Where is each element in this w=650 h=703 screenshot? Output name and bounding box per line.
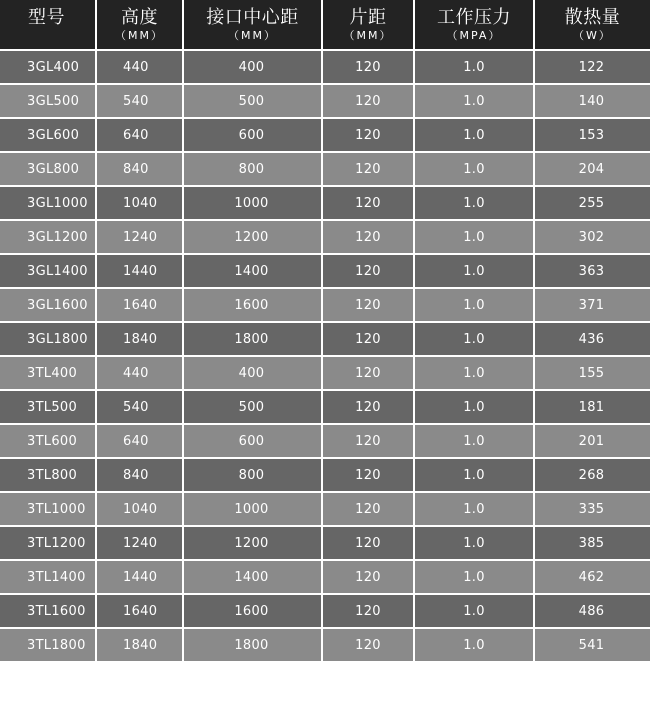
cell-model: 3TL600 [0, 425, 97, 457]
cell-heat: 335 [578, 501, 605, 517]
cell-heat: 201 [578, 433, 605, 449]
header-heat [535, 0, 650, 49]
cell-pitch: 120 [323, 187, 415, 219]
cell-pressure: 1.0 [415, 51, 535, 83]
cell-model: 3TL1400 [0, 561, 97, 593]
cell-center-distance: 800 [184, 459, 323, 491]
header-model [0, 0, 97, 49]
cell-center-distance: 400 [184, 357, 323, 389]
cell-model: 3GL800 [0, 153, 97, 185]
header-center-distance-unit: （MM） [228, 28, 277, 42]
cell-pitch: 120 [323, 595, 415, 627]
cell-center-distance: 1200 [184, 527, 323, 559]
cell-center-distance: 500 [184, 391, 323, 423]
cell-pitch: 120 [323, 221, 415, 253]
cell-pressure: 1.0 [415, 595, 535, 627]
cell-model: 3GL1000 [0, 187, 97, 219]
table-row [0, 527, 650, 561]
cell-pitch: 120 [323, 289, 415, 321]
cell-height: 1440 [97, 561, 184, 593]
table-body [0, 51, 650, 663]
cell-pressure: 1.0 [415, 255, 535, 287]
cell-heat: 371 [578, 297, 605, 313]
cell-heat: 122 [578, 59, 605, 75]
table-row [0, 425, 650, 459]
cell-height: 1240 [97, 221, 184, 253]
cell-height: 1640 [97, 595, 184, 627]
header-model-title: 型号 [28, 7, 65, 28]
header-height-title: 高度 [121, 6, 158, 28]
cell-height: 1040 [97, 187, 184, 219]
cell-height: 1440 [97, 255, 184, 287]
table-row [0, 459, 650, 493]
cell-center-distance: 1600 [184, 595, 323, 627]
table-row [0, 629, 650, 663]
cell-model: 3GL500 [0, 85, 97, 117]
cell-model: 3GL1200 [0, 221, 97, 253]
cell-model: 3GL600 [0, 119, 97, 151]
cell-heat: 486 [578, 603, 605, 619]
cell-center-distance: 1000 [184, 187, 323, 219]
header-pitch [323, 0, 415, 49]
cell-heat: 385 [578, 535, 605, 551]
cell-pitch: 120 [323, 85, 415, 117]
cell-heat: 153 [578, 127, 605, 143]
table-row [0, 357, 650, 391]
cell-pitch: 120 [323, 51, 415, 83]
cell-pressure: 1.0 [415, 527, 535, 559]
table-row [0, 391, 650, 425]
cell-pitch: 120 [323, 527, 415, 559]
cell-height: 1040 [97, 493, 184, 525]
cell-pitch: 120 [323, 255, 415, 287]
cell-heat: 204 [578, 161, 605, 177]
table-row [0, 153, 650, 187]
table-row [0, 561, 650, 595]
cell-pressure: 1.0 [415, 561, 535, 593]
header-height [97, 0, 184, 49]
cell-height: 840 [97, 153, 184, 185]
cell-pitch: 120 [323, 391, 415, 423]
cell-pressure: 1.0 [415, 459, 535, 491]
cell-center-distance: 600 [184, 119, 323, 151]
cell-pressure: 1.0 [415, 357, 535, 389]
cell-pitch: 120 [323, 459, 415, 491]
cell-heat: 363 [578, 263, 605, 279]
cell-heat: 255 [578, 195, 605, 211]
cell-pitch: 120 [323, 153, 415, 185]
cell-pitch: 120 [323, 561, 415, 593]
cell-height: 440 [97, 357, 184, 389]
cell-heat: 462 [578, 569, 605, 585]
cell-pressure: 1.0 [415, 187, 535, 219]
header-height-unit: （MM） [115, 28, 164, 42]
cell-pitch: 120 [323, 357, 415, 389]
cell-pressure: 1.0 [415, 153, 535, 185]
cell-height: 540 [97, 85, 184, 117]
cell-model: 3TL500 [0, 391, 97, 423]
table-row [0, 323, 650, 357]
cell-center-distance: 1400 [184, 255, 323, 287]
cell-center-distance: 1400 [184, 561, 323, 593]
cell-pitch: 120 [323, 323, 415, 355]
cell-height: 1240 [97, 527, 184, 559]
cell-model: 3TL400 [0, 357, 97, 389]
cell-model: 3TL1200 [0, 527, 97, 559]
header-pressure-unit: （MPA） [446, 28, 502, 42]
cell-heat: 541 [578, 637, 605, 653]
cell-center-distance: 1000 [184, 493, 323, 525]
cell-center-distance: 1800 [184, 629, 323, 661]
cell-model: 3TL1800 [0, 629, 97, 661]
cell-pressure: 1.0 [415, 85, 535, 117]
cell-model: 3TL1000 [0, 493, 97, 525]
header-center-distance-title: 接口中心距 [206, 6, 299, 28]
cell-model: 3TL1600 [0, 595, 97, 627]
cell-center-distance: 600 [184, 425, 323, 457]
cell-height: 1840 [97, 323, 184, 355]
table-row [0, 221, 650, 255]
cell-height: 840 [97, 459, 184, 491]
cell-height: 540 [97, 391, 184, 423]
cell-pitch: 120 [323, 425, 415, 457]
cell-center-distance: 800 [184, 153, 323, 185]
cell-heat: 302 [578, 229, 605, 245]
cell-center-distance: 1600 [184, 289, 323, 321]
table-row [0, 493, 650, 527]
cell-height: 1840 [97, 629, 184, 661]
cell-height: 1640 [97, 289, 184, 321]
cell-heat: 268 [578, 467, 605, 483]
cell-heat: 181 [578, 399, 605, 415]
cell-model: 3GL1400 [0, 255, 97, 287]
cell-pressure: 1.0 [415, 629, 535, 661]
cell-heat: 140 [578, 93, 605, 109]
cell-model: 3GL1600 [0, 289, 97, 321]
cell-center-distance: 1800 [184, 323, 323, 355]
table-row [0, 119, 650, 153]
header-pressure [415, 0, 535, 49]
table-row [0, 289, 650, 323]
cell-pitch: 120 [323, 493, 415, 525]
cell-heat: 436 [578, 331, 605, 347]
cell-model: 3TL800 [0, 459, 97, 491]
cell-pressure: 1.0 [415, 391, 535, 423]
table-row [0, 51, 650, 85]
header-heat-unit: （W） [573, 28, 612, 42]
header-pitch-unit: （MM） [343, 28, 393, 42]
cell-height: 640 [97, 119, 184, 151]
cell-center-distance: 1200 [184, 221, 323, 253]
cell-center-distance: 400 [184, 51, 323, 83]
table-header [0, 0, 650, 51]
cell-pressure: 1.0 [415, 425, 535, 457]
table-row [0, 85, 650, 119]
table-row [0, 255, 650, 289]
header-pitch-title: 片距 [349, 6, 387, 28]
cell-height: 640 [97, 425, 184, 457]
cell-pressure: 1.0 [415, 323, 535, 355]
header-center-distance [184, 0, 323, 49]
header-heat-title: 散热量 [564, 6, 621, 28]
cell-model: 3GL400 [0, 51, 97, 83]
cell-pressure: 1.0 [415, 289, 535, 321]
cell-heat: 155 [578, 365, 605, 381]
header-pressure-title: 工作压力 [437, 6, 511, 28]
cell-pitch: 120 [323, 119, 415, 151]
table-row [0, 187, 650, 221]
cell-height: 440 [97, 51, 184, 83]
cell-center-distance: 500 [184, 85, 323, 117]
cell-pressure: 1.0 [415, 221, 535, 253]
table-row [0, 595, 650, 629]
cell-pressure: 1.0 [415, 119, 535, 151]
cell-pitch: 120 [323, 629, 415, 661]
cell-model: 3GL1800 [0, 323, 97, 355]
cell-pressure: 1.0 [415, 493, 535, 525]
